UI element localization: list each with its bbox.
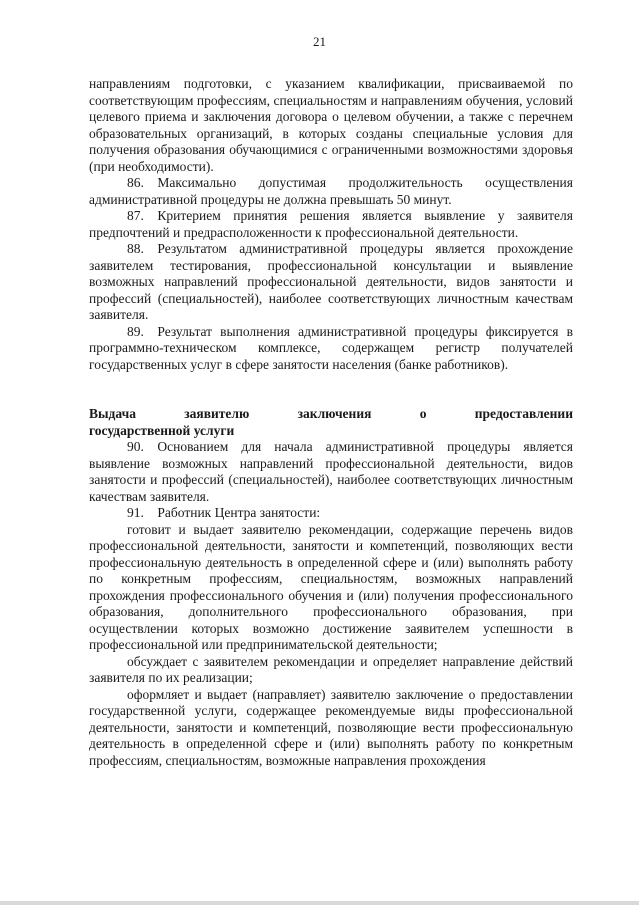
document-body: [89, 76, 573, 769]
paragraph-continued: направлениям подготовки, с указанием квалификации, присваиваемой по соответствующим профессиям, специальностям и направлениям обучения, условий целевого приема и заключения договора о целевом обучении, а также с перечнем образовательных организаций, в которых созданы специальные условия для получения образования обучающимися с ограниченными возможностями здоровья (при необходимости).: [89, 76, 573, 174]
list-item-discusses-recommendations: обсуждает с заявителем рекомендации и определяет направление действий заявителя по их реализации;: [89, 653, 573, 685]
list-item-prepares-recommendations: готовит и выдает заявителю рекомендации, содержащие перечень видов профессиональной деятельности, занятости и компетенций, позволяющих вести профессиональную деятельность в определенной сфере и (или) выполнять работу по конкретным профессиям, специальностям, возможных направлений прохождения профессионального обучения и (или) получения профессионального образования, дополнительного профессионального образования, при осуществлении которых возможно достижение заявителем успешности в профессиональной или предпринимательской деятельности;: [89, 521, 573, 652]
paragraph-87: 87. Критерием принятия решения является выявление у заявителя предпочтений и предрасположенности к профессиональной деятельности.: [89, 208, 573, 240]
page-number: 21: [313, 34, 326, 49]
section-gap: [89, 390, 573, 407]
section-gap: [89, 373, 573, 390]
paragraph-86: 86. Максимально допустимая продолжительность осуществления административной процедуры не должна превышать 50 минут.: [89, 175, 573, 207]
paragraph-91: 91. Работник Центра занятости:: [127, 505, 321, 520]
paragraph-88: 88. Результатом административной процедуры является прохождение заявителем тестирования, профессиональной консультации и выявление возможных направлений профессиональной деятельности, видов занятости и профессий (специальностей), наиболее соответствующих личностным качествам заявителя.: [89, 241, 573, 322]
section-heading-line1: Выдача заявителю заключения о предоставлении: [89, 406, 573, 421]
list-item-issues-conclusion: оформляет и выдает (направляет) заявителю заключение о предоставлении государственной услуги, содержащее рекомендуемые виды профессиональной деятельности, занятости и компетенций, позволяющие вести профессиональную деятельность в определенной сфере и (или) выполнять работу по конкретным профессиям, специальностям, возможные направления прохождения: [89, 686, 573, 768]
section-heading-line2: государственной услуги: [89, 422, 235, 438]
paragraph-90: 90. Основанием для начала административной процедуры является выявление возможных направлений профессиональной деятельности, видов занятости и профессий (специальностей), наиболее соответствующих личностным качествам заявителя.: [89, 439, 573, 504]
paragraph-89: 89. Результат выполнения административной процедуры фиксируется в программно-техническом комплексе, содержащем регистр получателей государственных услуг в сфере занятости населения (банке работников).: [89, 323, 573, 372]
scan-edge: [0, 901, 639, 905]
